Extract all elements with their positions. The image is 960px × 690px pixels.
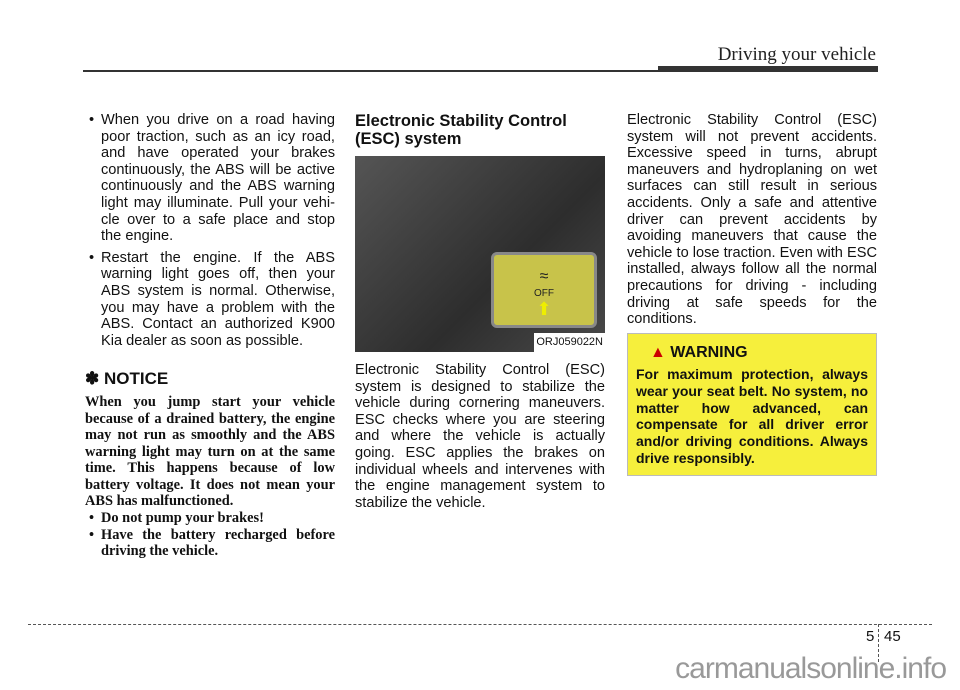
warning-triangle-icon: ▲ — [650, 344, 666, 361]
header-bar — [658, 66, 878, 72]
right-column — [627, 112, 877, 328]
middle-column — [355, 112, 605, 511]
notice-text: When you jump start your vehicle because of a drained battery, the engine may not run as smoothly and the ABS warning light may turn on at the same time. This happens because of low battery voltage. It does not mean your ABS has malfunctioned. — [85, 393, 335, 510]
notice-body — [85, 394, 335, 560]
notice-bullet: • Have the battery recharged before driving the vehicle. — [85, 527, 335, 560]
esc-dashboard-image — [355, 156, 605, 352]
notice-bullet: • Do not pump your brakes! — [85, 510, 335, 527]
esc-caution-paragraph: Electronic Stability Control (ESC) system will not prevent accidents. Excessive speed in turns, abrupt maneuvers and hydroplaning on wet surfaces can still result in serious accidents. Only a safe and attentive driver can prevent accidents by avoiding maneuvers that cause the vehicle to lose traction. Even with ESC installed, always follow all the normal precautions for driving - including driving at safe speeds for the conditions. — [627, 112, 877, 328]
esc-heading: Electronic Stability Control (ESC) system — [355, 112, 567, 148]
warning-text: For maximum protection, always wear your seat belt. No system, no matter how advanced, can compensate for all driver error and/or driving conditions. Always drive responsibly. — [636, 366, 868, 466]
esc-off-label: OFF — [534, 287, 554, 299]
left-column — [85, 112, 335, 560]
image-caption: ORJ059022N — [534, 333, 605, 352]
watermark: carmanualsonline.info — [675, 652, 946, 685]
header-rule — [83, 70, 663, 72]
bullet-item: • Restart the engine. If the ABS warning light goes off, then your ABS system is normal. Otherwise, you may have a problem with the ABS. Contact an authorized K900 Kia dealer as soon as possible. — [85, 250, 335, 350]
chapter-number: 5 — [866, 628, 875, 645]
esc-off-button-illustration — [491, 252, 597, 328]
bullet-item: • When you drive on a road having poor traction, such as an icy road, and have operated your brakes continuously, the ABS will be active continuously and the ABS warning light may illuminate. Pull your vehi-cle over to a safe place and stop the engine. — [85, 112, 335, 245]
notice-heading: ✽ NOTICE — [85, 369, 169, 389]
arrow-up-icon: ⬆ — [536, 299, 552, 320]
footer-rule — [28, 624, 932, 625]
esc-skid-icon: ≈ — [539, 268, 549, 285]
page-number: 45 — [884, 628, 901, 645]
esc-paragraph: Electronic Stability Control (ESC) system is designed to stabilize the vehicle during cornering maneuvers. ESC checks where you are steering and where the vehicle is actually going. ESC applies the brakes on individual wheels and intervenes with the engine management system to stabilize the vehicle. — [355, 362, 605, 511]
section-title: Driving your vehicle — [717, 44, 876, 65]
warning-title: WARNING — [670, 344, 748, 361]
warning-box — [627, 333, 877, 476]
